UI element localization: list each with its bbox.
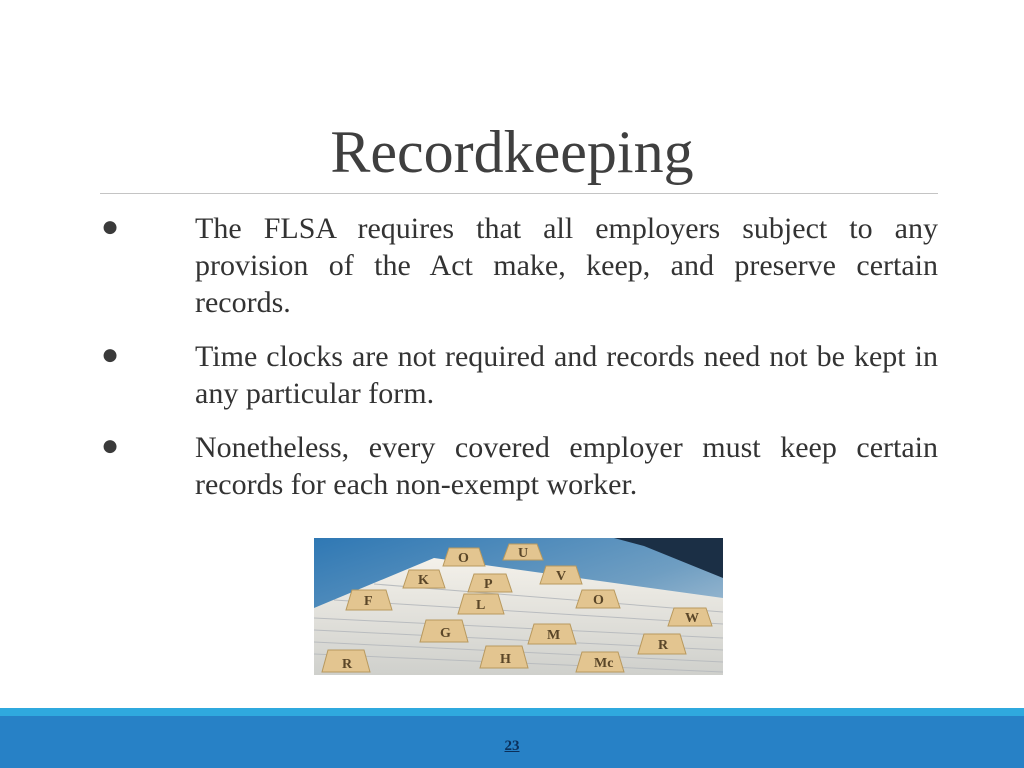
tab-letter: O	[458, 551, 469, 566]
tab-letter: M	[547, 628, 561, 643]
tab-letter: L	[476, 598, 486, 613]
page-number: 23	[504, 738, 520, 754]
tab-letter: Mc	[594, 656, 614, 671]
tab-letter: H	[500, 652, 511, 667]
bullet-text: Nonetheless, every covered employer must keep certain records for each non-exempt worker.	[195, 431, 938, 501]
tab-letter: G	[440, 626, 451, 641]
bullet-dot-icon: ●	[102, 436, 118, 456]
bullet-item	[100, 429, 938, 503]
bullet-list	[100, 210, 938, 520]
tab-letter: U	[518, 546, 529, 561]
file-folders-photo	[314, 538, 723, 675]
bullet-item	[100, 338, 938, 412]
title-divider	[100, 193, 938, 194]
tab-letter: V	[556, 569, 567, 584]
bullet-text: Time clocks are not required and records need not be kept in any particular form.	[195, 340, 938, 410]
tab-letter: P	[484, 577, 493, 592]
tab-letter: R	[342, 657, 353, 672]
bullet-dot-icon: ●	[102, 345, 118, 365]
tab-letter: O	[593, 593, 604, 608]
tab-letter: W	[685, 611, 699, 626]
tab-letter: K	[418, 573, 429, 588]
bullet-item	[100, 210, 938, 321]
file-folders-illustration	[314, 538, 723, 675]
bullet-text: The FLSA requires that all employers subject to any provision of the Act make, keep, and preserve certain records.	[195, 212, 938, 319]
tab-letter: R	[658, 638, 669, 653]
footer-stripe	[0, 708, 1024, 716]
slide-title: Recordkeeping	[330, 119, 694, 185]
tab-letter: F	[364, 594, 373, 609]
bullet-dot-icon: ●	[102, 217, 118, 237]
